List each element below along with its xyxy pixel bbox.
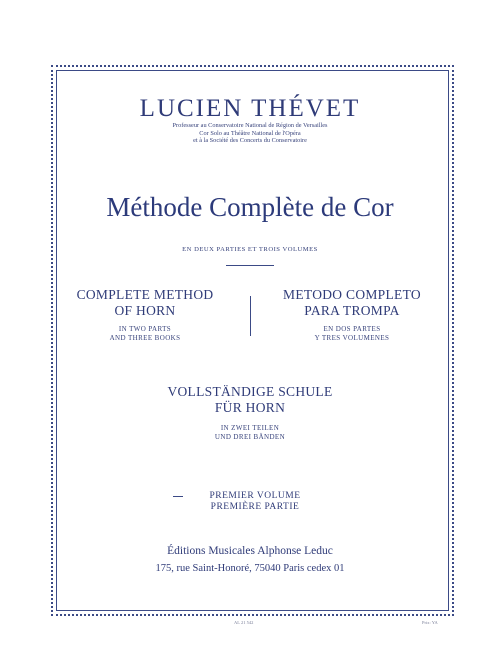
english-subtitle-line: IN TWO PARTS [118, 325, 172, 333]
english-title-line: OF HORN [114, 303, 176, 318]
english-subtitle [55, 325, 235, 343]
credit-line: Cor Solo au Théâtre National de l'Opéra [199, 129, 301, 137]
main-title: Méthode Complète de Cor [106, 192, 394, 222]
title-divider [226, 265, 274, 266]
german-subtitle [0, 424, 500, 442]
publisher-address: 175, rue Saint-Honoré, 75040 Paris cedex 01 [155, 563, 345, 574]
column-divider [250, 296, 251, 336]
publisher-name: Éditions Musicales Alphonse Leduc [167, 545, 333, 557]
german-subtitle-line: IN ZWEI TEILEN [220, 424, 280, 432]
volume-block [175, 491, 335, 513]
spanish-title-line: METODO COMPLETO [283, 287, 421, 302]
english-title-line: COMPLETE METHOD [76, 287, 214, 302]
spanish-subtitle [262, 325, 442, 343]
german-title-block [0, 384, 500, 416]
author-credits [0, 122, 500, 145]
volume-line: PREMIER VOLUME [209, 491, 301, 501]
credit-line: et à la Société des Concerts du Conservatoire [193, 137, 307, 145]
main-subtitle: EN DEUX PARTIES ET TROIS VOLUMES [182, 246, 318, 253]
price-code: Prix: YA [422, 620, 438, 625]
plate-number: AL 21 542 [234, 620, 254, 625]
german-subtitle-line: UND DREI BÄNDEN [214, 433, 286, 441]
english-title-block [55, 287, 235, 343]
spanish-subtitle-line: EN DOS PARTES [323, 325, 381, 333]
german-title-line: FÜR HORN [214, 400, 286, 415]
spanish-subtitle-line: Y TRES VOLUMENES [314, 334, 390, 342]
spanish-title-line: PARA TROMPA [304, 303, 400, 318]
credit-line: Professeur au Conservatoire National de Région de Versailles [172, 122, 328, 129]
author-name: LUCIEN THÉVET [139, 95, 361, 122]
english-subtitle-line: AND THREE BOOKS [109, 334, 181, 342]
volume-part-line: PREMIÈRE PARTIE [210, 502, 300, 512]
spanish-title-block [262, 287, 442, 343]
german-title-line: VOLLSTÄNDIGE SCHULE [167, 384, 333, 399]
